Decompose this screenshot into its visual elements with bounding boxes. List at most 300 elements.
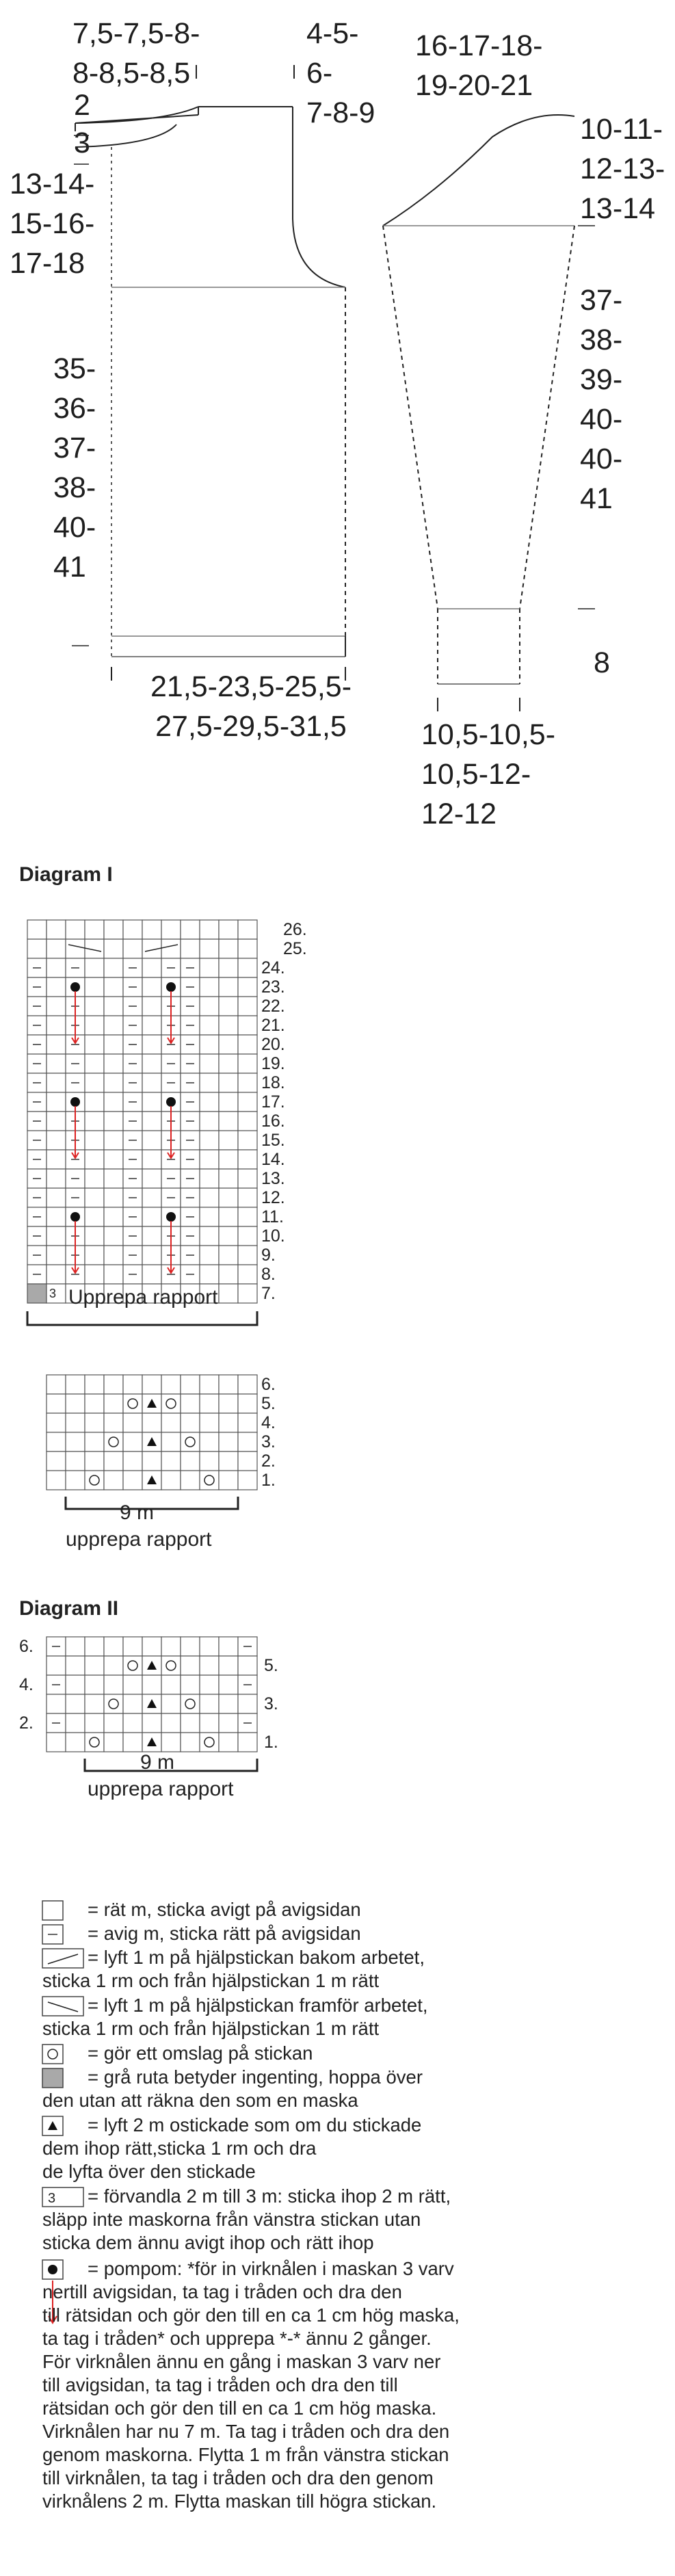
chart-cell [142, 1246, 161, 1265]
chart-cell [47, 1073, 66, 1092]
row-number: 5. [261, 1394, 276, 1413]
chart-cell [219, 1656, 238, 1675]
chart-cell [181, 1733, 200, 1752]
row-number: 4. [261, 1413, 276, 1432]
diagram-1-grid [27, 920, 257, 1325]
row-number: 24. [261, 958, 285, 977]
half-width-label: 21,5-23,5-25,5- 27,5-29,5-31,5 [150, 670, 352, 743]
chart-cell [142, 1035, 161, 1054]
chart-cell [66, 920, 85, 939]
chart-cell [219, 1169, 238, 1188]
chart-cell [219, 1451, 238, 1471]
chart-cell [238, 1656, 257, 1675]
chart-cell [66, 939, 85, 958]
armhole-depth-label: 13-14- 15-16- 17-18 [10, 168, 95, 280]
row-number: 14. [261, 1150, 285, 1169]
chart-cell [85, 1471, 104, 1490]
chart-cell [219, 1112, 238, 1131]
chart-cell [219, 1637, 238, 1656]
chart-cell [219, 1713, 238, 1733]
chart-cell [219, 1733, 238, 1752]
chart-cell [219, 1226, 238, 1246]
chart-cell [47, 1413, 66, 1432]
chart-cell [219, 1432, 238, 1451]
diagram-1-repeat-label: Upprepa rapport [68, 1286, 218, 1309]
row-number: 7. [261, 1284, 276, 1303]
no_stitch-text: = grå ruta betyder ingenting, hoppa över [88, 2066, 423, 2088]
front-neck [75, 124, 176, 147]
garment-schematic [72, 65, 595, 711]
chart-cell [104, 1713, 123, 1733]
row-number: 3. [261, 1432, 276, 1451]
chart-cell [47, 1451, 66, 1471]
row-number: 3. [264, 1694, 278, 1713]
chart-cell [85, 1131, 104, 1150]
row-number: 21. [261, 1016, 285, 1035]
row-number: 5. [264, 1656, 278, 1675]
pompom-text: ta tag i tråden* och upprepa *-* ännu 2 gånger. [42, 2328, 432, 2349]
chart-cell [142, 977, 161, 997]
chart-cell [142, 1226, 161, 1246]
chart-cell [181, 1394, 200, 1413]
chart-cell [142, 997, 161, 1016]
chart-cell [142, 1265, 161, 1284]
chart-cell [142, 1169, 161, 1188]
chart-cell [104, 920, 123, 939]
chart-cell [123, 1733, 142, 1752]
chart-cell [200, 1375, 219, 1394]
chart-cell [181, 920, 200, 939]
chart-cell [219, 1092, 238, 1112]
cable_front-text: = lyft 1 m på hjälpstickan framför arbetet, [88, 1995, 428, 2016]
chart-cell [238, 1073, 257, 1092]
chart-cell [161, 1733, 181, 1752]
chart-cell [238, 1188, 257, 1207]
chart-cell [85, 1054, 104, 1073]
chart-cell [219, 1265, 238, 1284]
chart-cell [104, 939, 123, 958]
chart-cell [238, 1207, 257, 1226]
chart-cell [200, 1073, 219, 1092]
row-number: 22. [261, 997, 285, 1016]
neck-depth-top: 2 [74, 89, 90, 122]
chart-cell [47, 977, 66, 997]
cable_front-text: sticka 1 rm och från hjälpstickan 1 m rätt [42, 2018, 380, 2039]
chart-cell [66, 1675, 85, 1694]
chart-cell [66, 1694, 85, 1713]
chart-cell [85, 1092, 104, 1112]
chart-cell [85, 920, 104, 939]
chart-cell [123, 1713, 142, 1733]
chart-cell [66, 1637, 85, 1656]
chart-cell [66, 1394, 85, 1413]
two_to_three-text: sticka dem ännu avigt ihop och rätt ihop [42, 2232, 374, 2253]
chart-cell [47, 1054, 66, 1073]
sleeve-cap-height-label: 10-11- 12-13- 13-14 [580, 113, 665, 225]
pompom-dot [70, 1097, 80, 1107]
chart-cell [142, 1150, 161, 1169]
chart-cell [238, 997, 257, 1016]
chart-cell [27, 920, 47, 939]
chart-cell [66, 1733, 85, 1752]
svg-text:3: 3 [48, 2191, 56, 2206]
chart-cell [85, 1207, 104, 1226]
chart-cell [47, 1226, 66, 1246]
chart-cell [47, 1035, 66, 1054]
pompom-text: rätsidan och gör den till en ca 1 cm hög maska. [42, 2397, 437, 2419]
chart-cell [219, 1207, 238, 1226]
pompom-dot [70, 1212, 80, 1222]
chart-cell [238, 1451, 257, 1471]
chart-cell [47, 1112, 66, 1131]
chart-cell [47, 1188, 66, 1207]
chart-cell [238, 1284, 257, 1303]
chart-cell [238, 1733, 257, 1752]
pompom-dot [166, 1097, 176, 1107]
two_to_three-text: släpp inte maskorna från vänstra stickan utan [42, 2209, 421, 2230]
chart-cell [66, 1432, 85, 1451]
pompom-dot [70, 982, 80, 992]
chart-cell [104, 1016, 123, 1035]
chart-cell [181, 1413, 200, 1432]
chart-cell [161, 1375, 181, 1394]
chart-cell [161, 920, 181, 939]
chart-cell [104, 1073, 123, 1092]
row-number: 18. [261, 1073, 285, 1092]
chart-cell [200, 1265, 219, 1284]
chart-cell [161, 1451, 181, 1471]
chart-cell [85, 1733, 104, 1752]
chart-cell [85, 1246, 104, 1265]
chart-cell [200, 1092, 219, 1112]
cable_front-symbol [42, 1997, 83, 2016]
chart-cell [219, 1054, 238, 1073]
chart-cell [104, 1733, 123, 1752]
row-number: 4. [19, 1675, 34, 1694]
chart-cell [85, 1713, 104, 1733]
chart-cell [200, 1637, 219, 1656]
row-number: 11. [261, 1207, 284, 1226]
pompom-text: För virknålen ännu en gång i maskan 3 varv ner [42, 2351, 441, 2372]
chart-cell [104, 1413, 123, 1432]
row-number: 2. [261, 1451, 276, 1471]
chart-cell [47, 1375, 66, 1394]
pompom-text: = pompom: *för in virknålen i maskan 3 varv [88, 2258, 454, 2279]
chart-cell [200, 997, 219, 1016]
chart-cell [85, 1112, 104, 1131]
chart-cell [200, 1169, 219, 1188]
chart-cell [200, 1035, 219, 1054]
chart-cell [85, 1394, 104, 1413]
chart-cell [104, 1637, 123, 1656]
row-number: 1. [264, 1733, 278, 1752]
chart-cell [181, 1471, 200, 1490]
chart-cell [219, 1246, 238, 1265]
chart-cell [219, 1150, 238, 1169]
chart-cell [200, 1713, 219, 1733]
chart-cell [123, 1432, 142, 1451]
chart-cell [181, 1694, 200, 1713]
chart-cell [142, 1713, 161, 1733]
chart-cell [161, 1675, 181, 1694]
chart-cell [104, 1451, 123, 1471]
pompom-dot [166, 982, 176, 992]
shoulder-slope [75, 115, 198, 123]
chart-cell [85, 1656, 104, 1675]
chart-cell [123, 1637, 142, 1656]
chart-cell [142, 920, 161, 939]
chart-cell [200, 958, 219, 977]
chart-cell [104, 958, 123, 977]
chart-cell [142, 1207, 161, 1226]
chart-cell [238, 1150, 257, 1169]
chart-cell [85, 1016, 104, 1035]
chart-cell [200, 1131, 219, 1150]
row-number: 9. [261, 1246, 276, 1265]
pompom-text: virknålens 2 m. Flytta maskan till högra stickan. [42, 2490, 437, 2512]
chart-cell [123, 1471, 142, 1490]
chart-cell [123, 1656, 142, 1675]
chart-cell [27, 1284, 47, 1303]
chart-cell [161, 1713, 181, 1733]
chart-cell [142, 1054, 161, 1073]
chart-cell [200, 1413, 219, 1432]
pompom-text: till avigsidan, ta tag i tråden och dra den till [42, 2374, 398, 2395]
chart-cell [238, 1413, 257, 1432]
chart-cell [85, 1432, 104, 1451]
chart-cell [219, 1073, 238, 1092]
cuff-height-label: 8 [594, 646, 610, 679]
chart-cell [123, 1394, 142, 1413]
chart-cell [47, 1016, 66, 1035]
chart-cell [219, 997, 238, 1016]
chart-cell [219, 1375, 238, 1394]
shoulder-width-label: 7,5-7,5-8- 8-8,5-8,5 [72, 17, 200, 90]
chart-cell [85, 1188, 104, 1207]
double_decrease-text: de lyfta över den stickade [42, 2161, 256, 2182]
chart-cell [123, 1694, 142, 1713]
purl-text: = avig m, sticka rätt på avigsidan [88, 1923, 361, 1944]
chart-cell [142, 1188, 161, 1207]
row-number: 10. [261, 1226, 285, 1246]
repeat-bracket [27, 1311, 257, 1325]
cable_back-symbol [42, 1949, 83, 1968]
chart-cell [238, 1092, 257, 1112]
row-number: 13. [261, 1169, 285, 1188]
pompom-text: genom maskorna. Flytta 1 m från vänstra stickan [42, 2444, 449, 2465]
chart-cell [85, 1637, 104, 1656]
chart-cell [85, 977, 104, 997]
sleeve-right-side [520, 226, 574, 609]
chart-cell [104, 997, 123, 1016]
chart-cell [142, 1092, 161, 1112]
chart-cell [85, 1150, 104, 1169]
knit-text: = rät m, sticka avigt på avigsidan [88, 1899, 361, 1920]
chart-cell [47, 1733, 66, 1752]
pompom-text: nertill avigsidan, ta tag i tråden och dra den [42, 2281, 402, 2302]
chart-cell [238, 920, 257, 939]
chart-cell [219, 1016, 238, 1035]
no_stitch-text: den utan att räkna den som en maska [42, 2090, 358, 2111]
row-number: 6. [261, 1375, 276, 1394]
chart-cell [47, 939, 66, 958]
chart-cell [123, 1413, 142, 1432]
chart-cell [142, 1637, 161, 1656]
chart-cell [200, 977, 219, 997]
chart-cell [104, 1394, 123, 1413]
chart-cell [219, 939, 238, 958]
chart-cell [142, 1451, 161, 1471]
pompom-text: till rätsidan och gör den till en ca 1 cm hög maska, [42, 2304, 460, 2326]
chart-cell [85, 1375, 104, 1394]
chart-cell [200, 1694, 219, 1713]
diagram-2-repeat-label: upprepa rapport [88, 1778, 234, 1800]
chart-cell [47, 1169, 66, 1188]
chart-cell [104, 1432, 123, 1451]
chart-cell [238, 1035, 257, 1054]
chart-cell [161, 1432, 181, 1451]
chart-cell [238, 1246, 257, 1265]
diagram-1-lower-repeat-label: upprepa rapport [66, 1528, 212, 1551]
chart-cell [200, 920, 219, 939]
two-to-three-mark: 3 [49, 1287, 57, 1300]
chart-cell [142, 1016, 161, 1035]
chart-cell [219, 1394, 238, 1413]
pompom-text: Virknålen har nu 7 m. Ta tag i tråden och dra den [42, 2421, 450, 2442]
chart-cell [238, 1394, 257, 1413]
row-number: 15. [261, 1131, 285, 1150]
sleeve-left-side [383, 226, 438, 609]
chart-cell [85, 1035, 104, 1054]
row-number: 26. [283, 920, 307, 939]
chart-cell [161, 1471, 181, 1490]
chart-cell [238, 1432, 257, 1451]
chart-cell [219, 1675, 238, 1694]
chart-cell [161, 1637, 181, 1656]
no_stitch-symbol [42, 2068, 63, 2088]
sleeve-bottom-width-label: 10,5-10,5- 10,5-12- 12-12 [421, 718, 556, 830]
chart-cell [181, 1713, 200, 1733]
chart-cell [66, 1413, 85, 1432]
chart-cell [104, 1169, 123, 1188]
chart-cell [47, 1265, 66, 1284]
chart-cell [104, 977, 123, 997]
yarn_over-symbol [42, 2045, 63, 2064]
chart-cell [200, 1112, 219, 1131]
chart-cell [85, 1675, 104, 1694]
chart-cell [219, 1131, 238, 1150]
chart-cell [123, 939, 142, 958]
chart-cell [161, 1394, 181, 1413]
chart-cell [200, 1733, 219, 1752]
chart-cell [200, 1054, 219, 1073]
chart-cell [47, 1471, 66, 1490]
chart-cell [104, 1150, 123, 1169]
chart-cell [85, 1073, 104, 1092]
chart-cell [161, 939, 181, 958]
chart-cell [66, 1471, 85, 1490]
chart-cell [200, 1432, 219, 1451]
chart-cell [47, 958, 66, 977]
chart-cell [66, 1713, 85, 1733]
chart-cell [27, 939, 47, 958]
chart-cell [161, 1413, 181, 1432]
chart-cell [66, 1656, 85, 1675]
cable_back-text: sticka 1 rm och från hjälpstickan 1 m rätt [42, 1970, 380, 1991]
chart-cell [238, 1226, 257, 1246]
row-number: 25. [283, 939, 307, 958]
sleeve-cap [383, 115, 574, 226]
chart-cell [219, 1188, 238, 1207]
chart-cell [104, 1226, 123, 1246]
chart-cell [123, 1451, 142, 1471]
chart-cell [104, 1675, 123, 1694]
chart-cell [238, 1131, 257, 1150]
chart-cell [47, 1092, 66, 1112]
chart-cell [200, 1207, 219, 1226]
neck-line [75, 107, 198, 123]
chart-cell [200, 939, 219, 958]
chart-cell [123, 1675, 142, 1694]
row-number: 8. [261, 1265, 276, 1284]
row-number: 2. [19, 1713, 34, 1733]
chart-cell [104, 1207, 123, 1226]
row-number: 17. [261, 1092, 285, 1112]
chart-cell [238, 1112, 257, 1131]
sleeve-top-width-label: 16-17-18- 19-20-21 [415, 29, 543, 102]
chart-cell [142, 1413, 161, 1432]
chart-cell [219, 977, 238, 997]
chart-cell [142, 1375, 161, 1394]
chart-cell [85, 1694, 104, 1713]
chart-cell [104, 1131, 123, 1150]
chart-cell [181, 939, 200, 958]
chart-cell [200, 1016, 219, 1035]
chart-cell [66, 1375, 85, 1394]
chart-cell [219, 1471, 238, 1490]
row-number: 6. [19, 1637, 34, 1656]
chart-cell [47, 1150, 66, 1169]
neck-width-label: 4-5-6- 7-8-9 [306, 17, 375, 129]
row-number: 16. [261, 1112, 285, 1131]
chart-cell [85, 1169, 104, 1188]
chart-cell [47, 1394, 66, 1413]
chart-cell [238, 1471, 257, 1490]
chart-cell [181, 1432, 200, 1451]
chart-cell [85, 1413, 104, 1432]
chart-cell [238, 1265, 257, 1284]
chart-cell [142, 958, 161, 977]
chart-cell [123, 1375, 142, 1394]
chart-cell [238, 1054, 257, 1073]
chart-cell [219, 1284, 238, 1303]
chart-cell [47, 1656, 66, 1675]
chart-cell [47, 997, 66, 1016]
chart-cell [200, 1150, 219, 1169]
chart-cell [104, 1265, 123, 1284]
two_to_three-text: = förvandla 2 m till 3 m: sticka ihop 2 m rätt, [88, 2185, 451, 2207]
chart-cell [161, 1656, 181, 1675]
chart-cell [200, 1188, 219, 1207]
chart-cell [85, 1451, 104, 1471]
chart-cell [238, 1694, 257, 1713]
chart-cell [104, 1656, 123, 1675]
chart-cell [47, 1246, 66, 1265]
row-number: 12. [261, 1188, 285, 1207]
body-length-label: 35- 36- 37- 38- 40- 41 [53, 352, 96, 583]
chart-cell [200, 1675, 219, 1694]
chart-cell [219, 958, 238, 977]
